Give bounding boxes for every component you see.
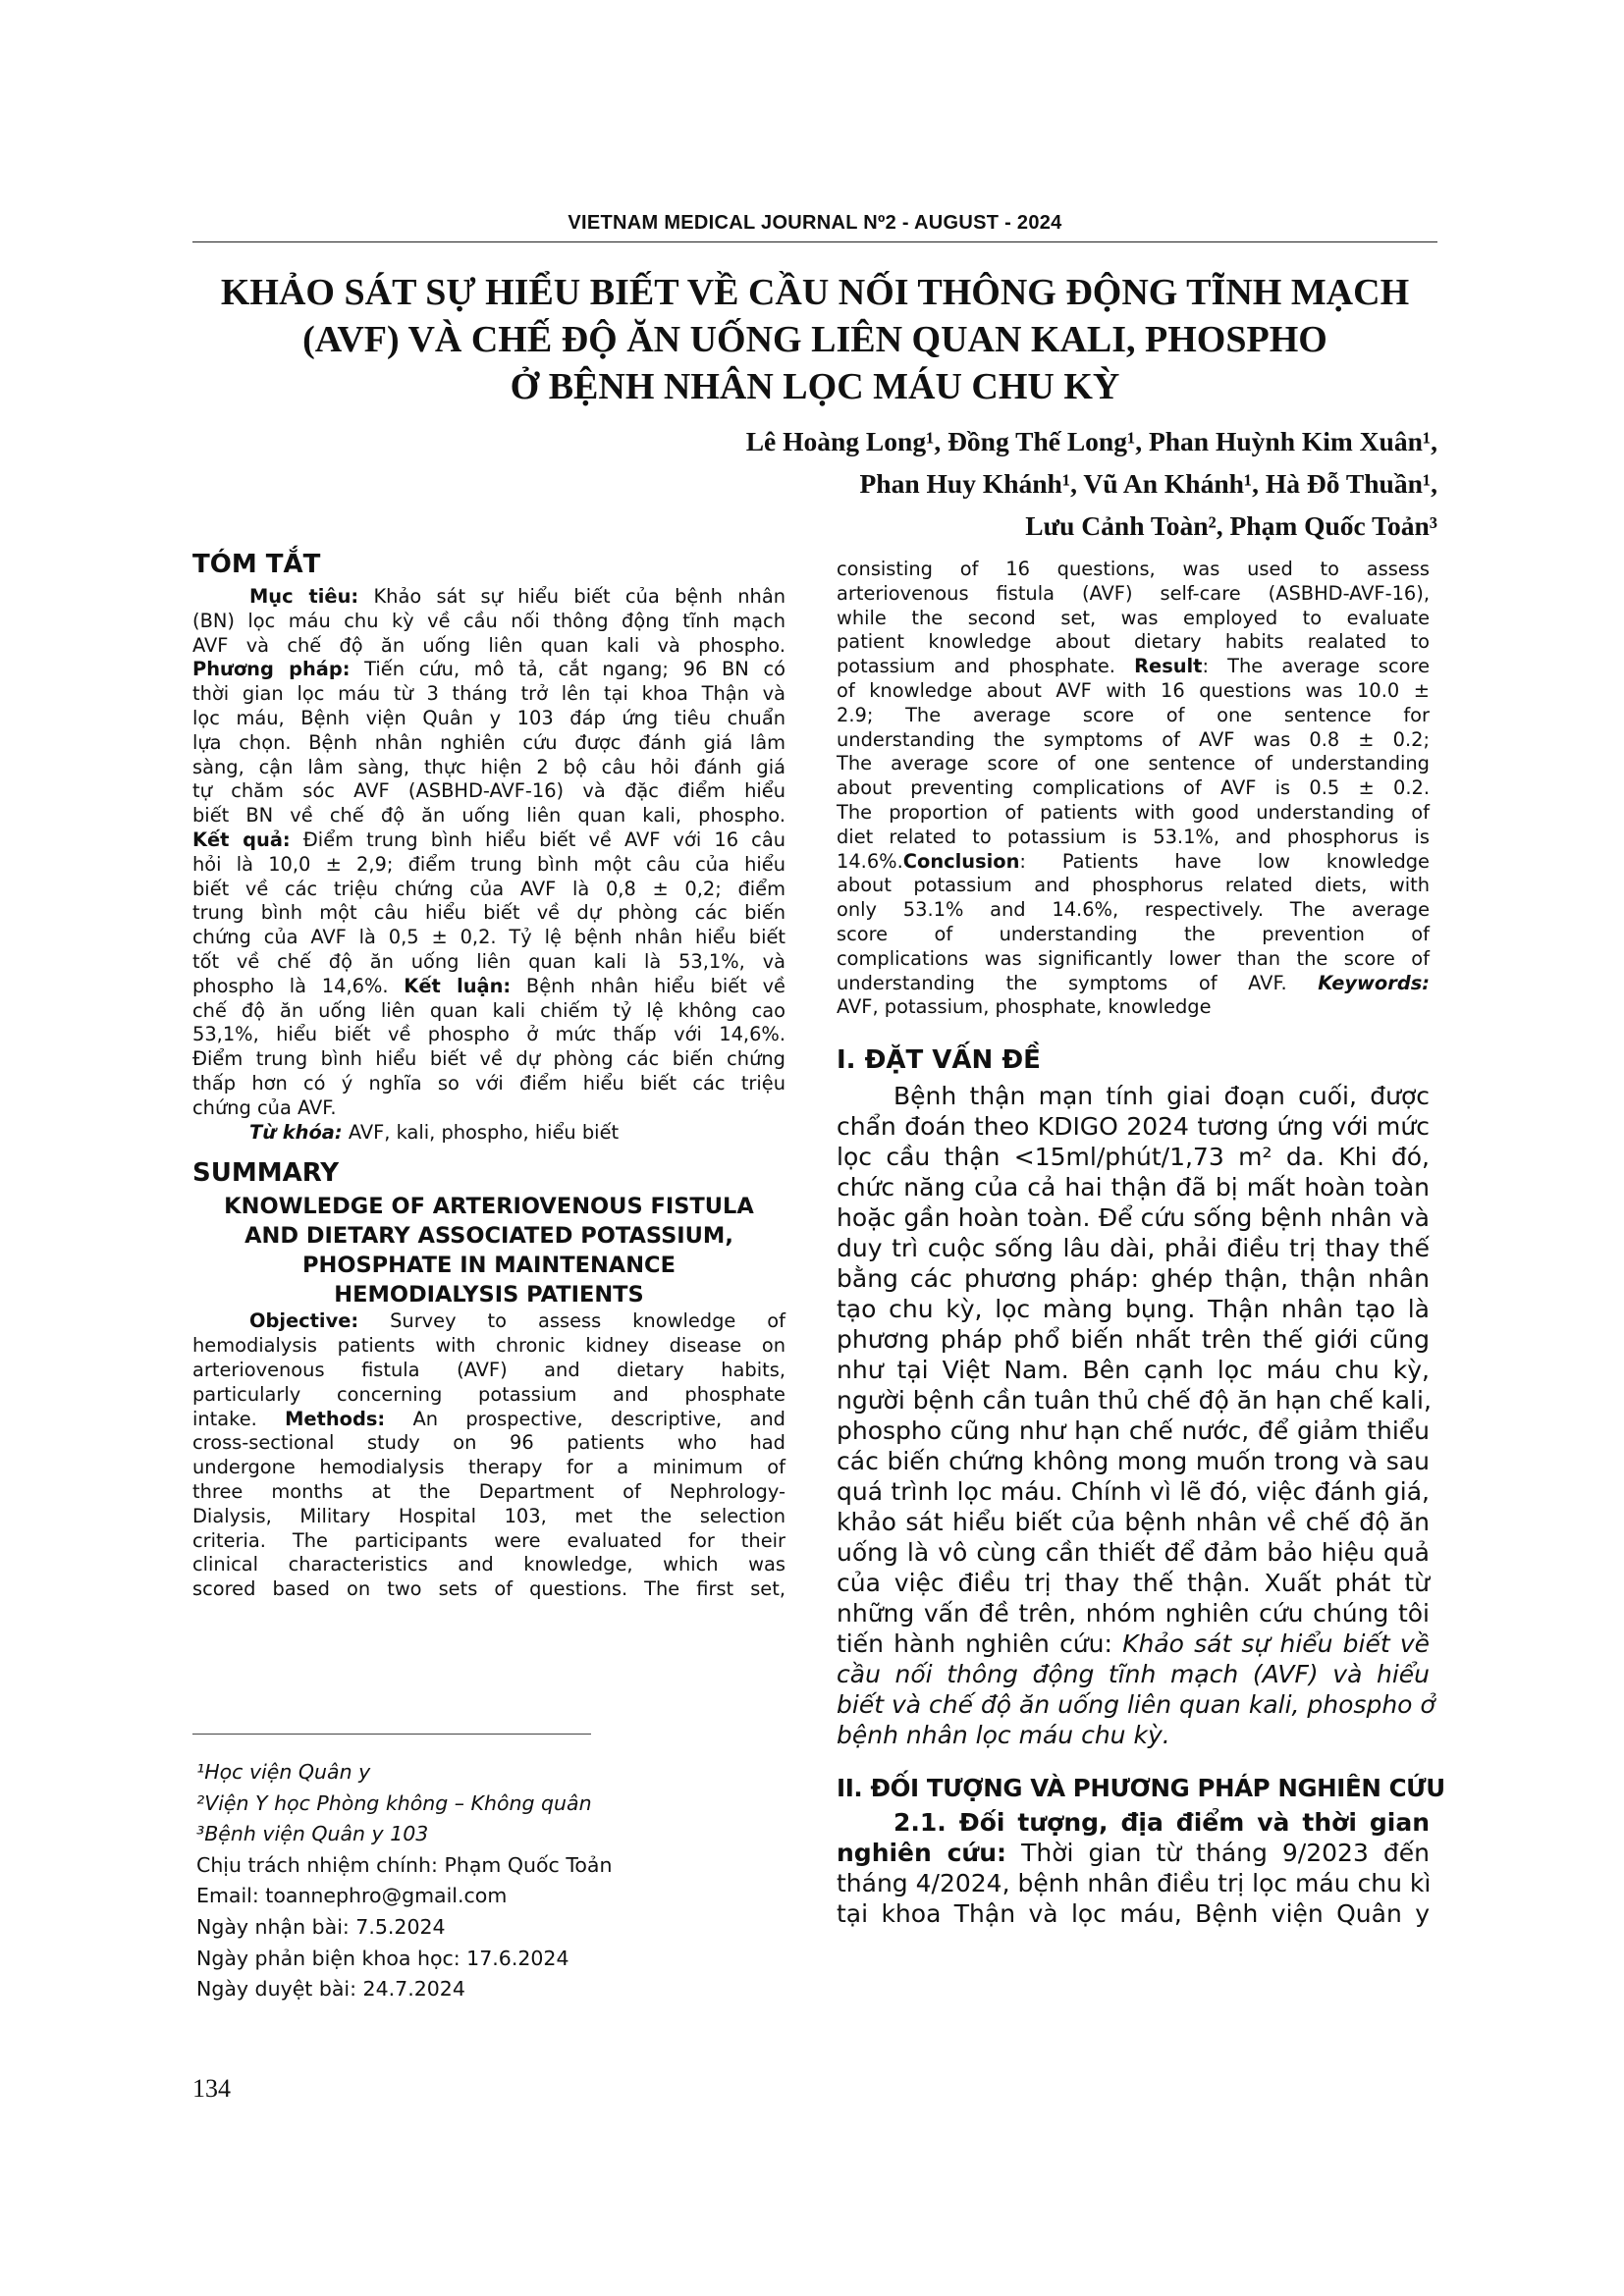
text-line: complications was significantly lower than the score of xyxy=(837,946,1430,970)
text-line: trung bình một câu hiểu biết về dự phòng các biến xyxy=(192,901,785,925)
text-line: chứng của AVF. xyxy=(192,1095,337,1119)
text-line: The average score of one sentence of understanding xyxy=(837,752,1430,775)
right-column xyxy=(837,558,1445,1929)
text-line: understanding the symptoms of AVF. Keywords: xyxy=(837,971,1430,994)
title-line: (AVF) VÀ CHẾ ĐỘ ĂN UỐNG LIÊN QUAN KALI, PHOSPHO xyxy=(302,319,1327,360)
text-line: 2.1. Đối tượng, địa điểm và thời gian xyxy=(893,1808,1430,1838)
text-line: arteriovenous fistula (AVF) and dietary habits, xyxy=(192,1358,785,1381)
text-line: (BN) lọc máu chu kỳ về cầu nối thông động tĩnh mạch xyxy=(192,609,785,632)
text-line: 2.9; The average score of one sentence for xyxy=(837,703,1430,726)
text-line: Dialysis, Military Hospital 103, met the selection xyxy=(192,1504,785,1527)
text-line: nghiên cứu: Thời gian từ tháng 9/2023 đến xyxy=(837,1839,1430,1868)
summary-body xyxy=(192,1309,785,1602)
text-line: intake. Methods: An prospective, descriptive, and xyxy=(192,1407,785,1430)
header-rule xyxy=(192,241,1437,242)
text-line: tốt về chế độ ăn uống liên quan kali là 53,1%, và xyxy=(192,949,785,973)
section-1-body xyxy=(837,1081,1435,1750)
text-line: patient knowledge about dietary habits realated to xyxy=(837,630,1430,654)
text-line: bệnh nhân lọc máu chu kỳ. xyxy=(837,1721,1170,1750)
text-line: biết BN về chế độ ăn uống liên quan kali, phospho. xyxy=(192,804,785,828)
text-line: tháng 4/2024, bệnh nhân điều trị lọc máu chu kì xyxy=(837,1869,1432,1898)
text-line: phospho là 14,6%. Kết luận: Bệnh nhân hiểu biết về xyxy=(192,974,785,997)
summary-heading: SUMMARY xyxy=(192,1158,340,1189)
text-line: cầu nối thông động tĩnh mạch (AVF) và hiểu xyxy=(837,1660,1430,1689)
text-line: hemodialysis patients with chronic kidney disease on xyxy=(192,1334,785,1358)
footnote: ¹Học viện Quân y xyxy=(196,1760,371,1784)
text-line: hỏi là 10,0 ± 2,9; điểm trung bình một câu của hiểu xyxy=(192,852,785,876)
summary-title-line: AND DIETARY ASSOCIATED POTASSIUM, xyxy=(244,1223,733,1250)
footnote: Email: toannephro@gmail.com xyxy=(196,1884,508,1908)
abstract-en-continued xyxy=(837,558,1430,1020)
text-line: thời gian lọc máu từ 3 tháng trở lên tại khoa Thận và xyxy=(192,682,785,706)
text-line: cross-sectional study on 96 patients who had xyxy=(192,1431,785,1455)
text-line: Kết quả: Điểm trung bình hiểu biết về AVF với 16 câu xyxy=(192,828,785,851)
text-line: Điểm trung bình hiểu biết về dự phòng các biến chứng xyxy=(192,1047,785,1071)
text-line: tại khoa Thận và lọc máu, Bệnh viện Quân y xyxy=(837,1899,1430,1929)
text-line: Mục tiêu: Khảo sát sự hiểu biết của bệnh nhân xyxy=(249,585,785,608)
text-line: undergone hemodialysis therapy for a minimum of xyxy=(192,1456,785,1479)
footnote: ²Viện Y học Phòng không – Không quân xyxy=(196,1790,592,1815)
author-line: Lê Hoàng Long¹, Đồng Thế Long¹, Phan Huỳnh Kim Xuân¹, xyxy=(745,426,1437,456)
text-line: score of understanding the prevention of xyxy=(837,922,1430,945)
author-list xyxy=(550,420,1437,547)
text-line: particularly concerning potassium and phosphate xyxy=(192,1382,785,1406)
text-line: những vấn đề trên, nhóm nghiên cứu chúng tôi xyxy=(837,1599,1430,1629)
summary-title xyxy=(192,1192,785,1309)
footnote: Ngày nhận bài: 7.5.2024 xyxy=(196,1914,446,1939)
text-line: 14.6%.Conclusion: Patients have low knowledge xyxy=(837,849,1430,873)
footnote: Ngày phản biện khoa học: 17.6.2024 xyxy=(196,1946,569,1970)
abstract-vi-heading: TÓM TẮT xyxy=(192,550,321,579)
text-line: about potassium and phosphorus related diets, with xyxy=(837,874,1430,897)
text-line: The proportion of patients with good understanding of xyxy=(837,800,1430,824)
text-line: only 53.1% and 14.6%, respectively. The average xyxy=(837,898,1430,922)
footnote: Ngày duyệt bài: 24.7.2024 xyxy=(196,1977,465,2002)
text-line: clinical characteristics and knowledge, which was xyxy=(192,1553,785,1576)
text-line: Objective: Survey to assess knowledge of xyxy=(249,1309,785,1333)
journal-header: VIETNAM MEDICAL JOURNAL Nº2 - AUGUST - 2024 xyxy=(568,212,1062,234)
summary-title-line: HEMODIALYSIS PATIENTS xyxy=(334,1282,644,1308)
text-line: người bệnh cần tuân thủ chế độ ăn hạn chế kali, xyxy=(837,1386,1432,1415)
article-title xyxy=(192,269,1437,410)
text-line: arteriovenous fistula (AVF) self-care (ASBHD-AVF-16), xyxy=(837,581,1430,605)
text-line: tiến hành nghiên cứu: Khảo sát sự hiểu biết về xyxy=(837,1629,1430,1659)
text-line: potassium and phosphate. Result: The average score xyxy=(837,655,1431,678)
text-line: three months at the Department of Nephrology- xyxy=(192,1479,785,1503)
summary-title-line: PHOSPHATE IN MAINTENANCE xyxy=(302,1253,676,1279)
text-line: AVF và chế độ ăn uống liên quan kali và phospho. xyxy=(192,633,785,657)
abstract-vi-body xyxy=(192,585,785,1145)
text-line: biết về các triệu chứng của AVF là 0,8 ± 0,2; điểm xyxy=(192,877,785,900)
text-line: of knowledge about AVF with 16 questions was 10.0 ± xyxy=(837,678,1430,702)
text-line: AVF, potassium, phosphate, knowledge xyxy=(837,995,1212,1019)
text-line: bằng các phương pháp: ghép thận, thận nhân xyxy=(837,1264,1430,1294)
text-line: scored based on two sets of questions. The first set, xyxy=(192,1577,785,1601)
author-line: Lưu Cảnh Toàn², Phạm Quốc Toản³ xyxy=(1025,510,1437,541)
text-line: các biến chứng không mong muốn trong và sau xyxy=(837,1447,1430,1476)
text-line: lựa chọn. Bệnh nhân nghiên cứu được đánh giá lâm xyxy=(192,730,785,754)
text-line: chức năng của cả hai thận đã bị mất hoàn toàn xyxy=(837,1173,1430,1202)
title-line: KHẢO SÁT SỰ HIỂU BIẾT VỀ CẦU NỐI THÔNG ĐỘNG TĨNH MẠCH xyxy=(220,272,1410,313)
section-1-heading: I. ĐẶT VẤN ĐỀ xyxy=(837,1045,1041,1076)
author-line: Phan Huy Khánh¹, Vũ An Khánh¹, Hà Đỗ Thuần¹, xyxy=(859,468,1437,499)
text-line: của việc điều trị thay thế thận. Xuất phát từ xyxy=(837,1569,1430,1598)
section-2-heading: II. ĐỐI TƯỢNG VÀ PHƯƠNG PHÁP NGHIÊN CỨU xyxy=(837,1774,1445,1803)
text-line: quá trình lọc máu. Chính vì lẽ đó, việc đánh giá, xyxy=(837,1477,1430,1507)
text-line: phương pháp phổ biến nhất trên thế giới cũng xyxy=(837,1325,1430,1355)
text-line: understanding the symptoms of AVF was 0.8 ± 0.2; xyxy=(837,727,1430,751)
text-line: chế độ ăn uống liên quan kali chiếm tỷ lệ không cao xyxy=(192,998,785,1022)
text-line: sàng, cận lâm sàng, thực hiện 2 bộ câu hỏi đánh giá xyxy=(192,755,785,778)
text-line: diet related to potassium is 53.1%, and phosphorus is xyxy=(837,825,1430,848)
text-line: như tại Việt Nam. Bên cạnh lọc máu chu kỳ, xyxy=(837,1356,1430,1385)
footnote: ³Bệnh viện Quân y 103 xyxy=(196,1822,429,1846)
text-line: khảo sát hiểu biết của bệnh nhân về chế độ ăn xyxy=(837,1508,1430,1537)
footnote-rule xyxy=(192,1734,591,1735)
text-line: 53,1%, hiểu biết về phospho ở mức thấp với 14,6%. xyxy=(192,1023,785,1046)
text-line: criteria. The participants were evaluated for their xyxy=(192,1528,785,1552)
footnote: Chịu trách nhiệm chính: Phạm Quốc Toản xyxy=(196,1852,613,1877)
text-line: consisting of 16 questions, was used to assess xyxy=(837,558,1430,580)
text-line: Phương pháp: Tiến cứu, mô tả, cắt ngang; 96 BN có xyxy=(192,658,785,681)
page-number: 134 xyxy=(192,2074,231,2103)
text-line: chứng của AVF là 0,5 ± 0,2. Tỷ lệ bệnh nhân hiểu biết xyxy=(192,926,785,949)
text-line: Bệnh thận mạn tính giai đoạn cuối, được xyxy=(893,1082,1430,1111)
text-line: about preventing complications of AVF is 0.5 ± 0.2. xyxy=(837,776,1430,800)
summary-title-line: KNOWLEDGE OF ARTERIOVENOUS FISTULA xyxy=(224,1194,754,1220)
text-line: duy trì cuộc sống lâu dài, phải điều trị thay thế xyxy=(837,1234,1430,1263)
text-line: phospho cũng như hạn chế nước, để giảm thiểu xyxy=(837,1416,1430,1446)
text-line: lọc máu, Bệnh viện Quân y 103 đáp ứng tiêu chuẩn xyxy=(192,706,785,729)
text-line: thấp hơn có ý nghĩa so với điểm hiểu biết các triệu xyxy=(192,1071,785,1095)
text-line: uống là vô cùng cần thiết để đảm bảo hiệu quả xyxy=(837,1538,1430,1568)
left-column xyxy=(192,550,785,1602)
footnotes xyxy=(196,1757,746,2005)
text-line: chẩn đoán theo KDIGO 2024 tương ứng với mức xyxy=(837,1112,1430,1142)
text-line: lọc cầu thận <15ml/phút/1,73 m² da. Khi đó, xyxy=(837,1143,1430,1172)
title-line: Ở BỆNH NHÂN LỌC MÁU CHU KỲ xyxy=(510,366,1120,407)
text-line: tạo chu kỳ, lọc màng bụng. Thận nhân tạo là xyxy=(837,1295,1430,1324)
text-line: hoặc gần hoàn toàn. Để cứu sống bệnh nhân và xyxy=(837,1203,1430,1233)
text-line: biết và chế độ ăn uống liên quan kali, phospho ở xyxy=(837,1690,1435,1720)
text-line: Từ khóa: AVF, kali, phospho, hiểu biết xyxy=(249,1120,620,1144)
text-line: while the second set, was employed to evaluate xyxy=(837,606,1430,629)
text-line: tự chăm sóc AVF (ASBHD-AVF-16) và đặc điểm hiểu xyxy=(192,779,785,803)
section-2-body xyxy=(837,1807,1430,1929)
